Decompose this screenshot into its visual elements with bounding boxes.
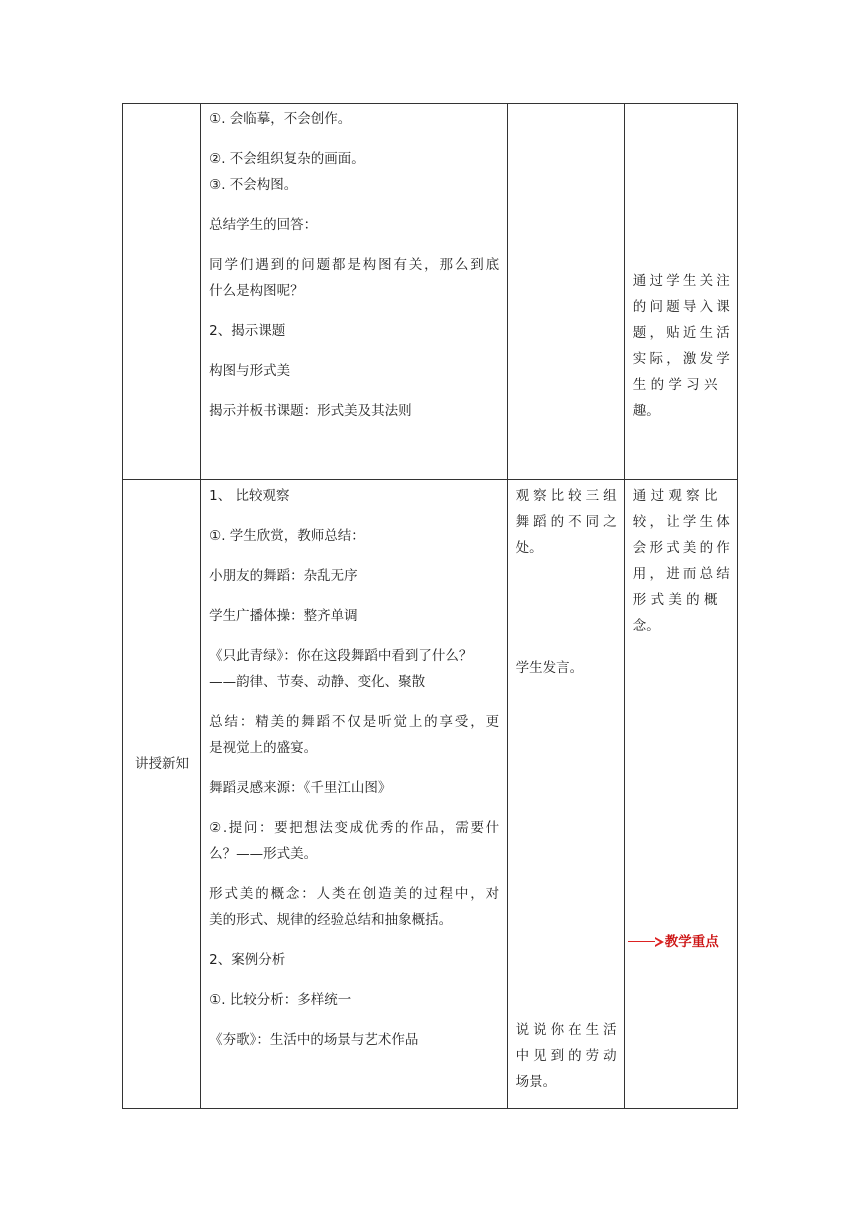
- intent-line: 较，让学生体: [632, 514, 730, 530]
- stage-label: 讲授新知: [135, 756, 189, 772]
- content-line: 么？——形式美。: [209, 846, 318, 862]
- student-line: 中见到的劳动: [515, 1048, 617, 1064]
- content-line: 《只此青绿》：你在这段舞蹈中看到了什么？: [209, 648, 473, 664]
- student-activity-cell: [507, 104, 624, 480]
- key-point-label: 教学重点: [664, 934, 719, 950]
- stage-cell: [123, 480, 201, 1109]
- intent-line: 形 式 美 的 概: [632, 592, 718, 608]
- content-line: 总结：精美的舞蹈不仅是听觉上的享受，更: [209, 714, 500, 730]
- intent-line: 用，进而总结: [632, 566, 730, 582]
- student-line: 观察比较三组: [515, 488, 617, 504]
- content-line: ①. 学生欣赏，教师总结：: [209, 528, 365, 544]
- student-activity-cell: [507, 480, 624, 1109]
- content-line: ②. 不会组织复杂的画面。: [209, 151, 365, 167]
- student-line: 学生发言。: [515, 660, 584, 676]
- student-line: 场景。: [515, 1074, 557, 1090]
- intent-line: 念。: [632, 618, 660, 634]
- content-line: 2、案例分析: [209, 952, 286, 968]
- content-line: 形式美的概念：人类在创造美的过程中，对: [209, 886, 500, 902]
- intent-line: 生 的 学 习 兴: [632, 377, 718, 393]
- student-line: 舞蹈的不同之: [515, 514, 617, 530]
- content-line: 总结学生的回答：: [209, 217, 318, 233]
- intent-line: 趣。: [632, 403, 660, 419]
- design-intent-cell: [624, 480, 737, 1109]
- content-cell: [201, 104, 507, 480]
- stage-cell: [123, 104, 201, 480]
- content-line: 2、揭示课题: [209, 323, 286, 339]
- lesson-plan-table: [122, 103, 738, 1109]
- table-row: [123, 104, 738, 480]
- student-line: 说说你在生活: [515, 1022, 617, 1038]
- content-line: ①. 会临摹，不会创作。: [209, 111, 352, 127]
- content-line: 学生广播体操：整齐单调: [209, 608, 358, 624]
- intent-line: 通 过 观 察 比: [632, 488, 718, 504]
- intent-line: 的问题导入课: [632, 299, 730, 315]
- content-line: 小朋友的舞蹈：杂乱无序: [209, 568, 358, 584]
- content-line: ——韵律、节奏、动静、变化、聚散: [209, 674, 426, 690]
- content-cell: [201, 480, 507, 1109]
- content-line: 舞蹈灵感来源：《千里江山图》: [209, 780, 392, 796]
- design-intent-cell: [624, 104, 737, 480]
- content-line: 是视觉上的盛宴。: [209, 740, 318, 756]
- content-line: 1、 比较观察: [209, 488, 290, 504]
- content-line: ②.提问：要把想法变成优秀的作品，需要什: [209, 820, 500, 836]
- content-line: 揭示并板书课题：形式美及其法则: [209, 403, 412, 419]
- intent-line: 题，贴近生活: [632, 325, 730, 341]
- table-row: [123, 480, 738, 1109]
- content-line: 同学们遇到的问题都是构图有关，那么到底: [209, 257, 500, 273]
- intent-line: 会形式美的作: [632, 540, 730, 556]
- content-line: 构图与形式美: [209, 363, 291, 379]
- content-line: ③. 不会构图。: [209, 177, 298, 193]
- student-line: 处。: [515, 540, 543, 556]
- intent-line: 实际，激发学: [632, 351, 730, 367]
- content-line: 美的形式、规律的经验总结和抽象概括。: [209, 912, 453, 928]
- intent-line: 通过学生关注: [632, 273, 730, 289]
- content-line: 《夯歌》：生活中的场景与艺术作品: [209, 1032, 419, 1048]
- content-line: ①. 比较分析：多样统一: [209, 992, 352, 1008]
- content-line: 什么是构图呢？: [209, 283, 304, 299]
- arrow-right-icon: [628, 937, 664, 947]
